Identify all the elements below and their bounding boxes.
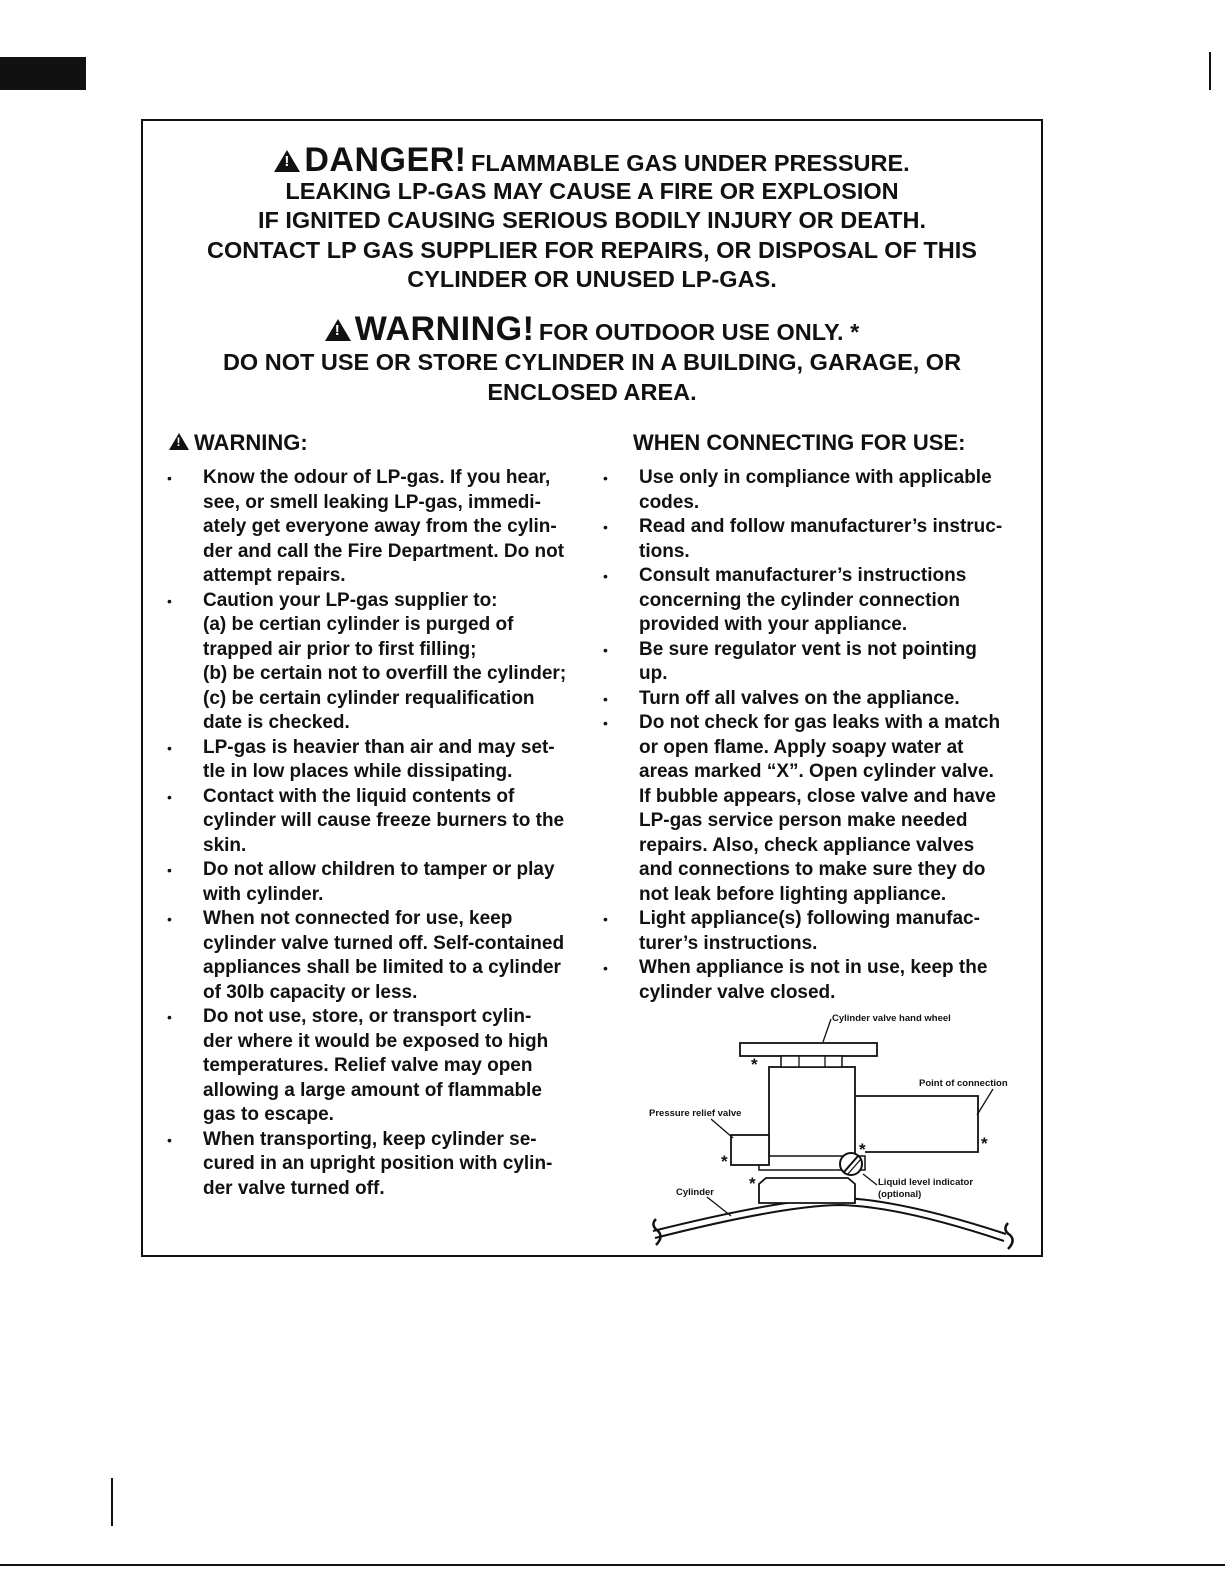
list-item-line: • Light appliance(s) following manufac-	[639, 908, 980, 929]
bottom-rule	[0, 1564, 1225, 1566]
list-item	[167, 858, 566, 907]
list-item-line: allowing a large amount of flammable	[203, 1079, 542, 1101]
list-item-line: • Be sure regulator vent is not pointing	[639, 638, 977, 660]
right-column-heading: WHEN CONNECTING FOR USE:	[633, 430, 966, 455]
list-item-line: • When transporting, keep cylinder se-	[203, 1128, 537, 1150]
list-item	[167, 1005, 566, 1128]
list-item-line: • Do not use, store, or transport cylin-	[203, 1006, 532, 1027]
label-optional: (optional)	[878, 1189, 922, 1200]
label-liquid-level-indicator: Liquid level indicator	[878, 1177, 974, 1188]
list-item	[603, 564, 1002, 638]
danger-word: DANGER!	[304, 141, 467, 179]
list-item-line: concerning the cylinder connection	[639, 589, 960, 611]
list-item-line: codes.	[639, 491, 700, 513]
list-item-line: appliances shall be limited to a cylinder	[203, 957, 561, 978]
list-item-line: (a) be certian cylinder is purged of	[203, 614, 514, 635]
pressure-relief-valve	[731, 1135, 769, 1165]
list-item-line: cured in an upright position with cylin-	[203, 1153, 553, 1174]
list-item-line: • Turn off all valves on the appliance.	[639, 687, 960, 709]
cylinder-break-right	[1005, 1223, 1012, 1249]
label-hand-wheel: Cylinder valve hand wheel	[832, 1013, 951, 1024]
list-item-line: • When appliance is not in use, keep the	[639, 957, 988, 978]
list-item	[167, 589, 566, 736]
warning-word: WARNING!	[354, 310, 535, 348]
main-warning-triangle-icon	[325, 319, 351, 341]
safety-label-panel	[141, 119, 1043, 1257]
cylinder-collar	[759, 1178, 855, 1203]
list-item	[167, 466, 566, 589]
list-item-line: • Do not allow children to tamper or play	[203, 859, 555, 880]
list-item	[603, 466, 1002, 515]
list-item	[603, 956, 1002, 1005]
edge-tick-mark	[1209, 52, 1211, 90]
warning-headline: FOR OUTDOOR USE ONLY. *	[538, 319, 860, 345]
list-item-line: temperatures. Relief valve may open	[203, 1055, 533, 1076]
warning-line-3: ENCLOSED AREA.	[487, 379, 697, 405]
marker-connection: *	[981, 1134, 988, 1153]
list-item-line: (c) be certain cylinder requalification	[203, 687, 535, 709]
danger-line-5: CYLINDER OR UNUSED LP-GAS.	[407, 266, 777, 292]
list-item-line: of 30lb capacity or less.	[203, 981, 418, 1003]
list-item-line: up.	[639, 663, 668, 684]
cylinder-outline-bottom	[655, 1205, 1004, 1241]
page-tab-marker	[0, 57, 86, 90]
danger-headline: FLAMMABLE GAS UNDER PRESSURE.	[470, 150, 910, 176]
list-item-line: der valve turned off.	[203, 1177, 385, 1199]
footer-rule	[111, 1478, 113, 1526]
list-item	[167, 1128, 566, 1202]
list-item-line: • Know the odour of LP-gas. If you hear,	[203, 467, 551, 488]
list-item-line: ately get everyone away from the cylin-	[203, 516, 557, 537]
list-item-line: • Use only in compliance with applicable	[639, 467, 992, 488]
list-item	[167, 907, 566, 1005]
warning-triangle-icon	[169, 433, 189, 450]
list-item	[603, 711, 1002, 907]
list-item-line: LP-gas service person make needed	[639, 810, 968, 831]
list-item-line: trapped air prior to first filling;	[203, 638, 477, 660]
list-item-line: attempt repairs.	[203, 565, 346, 586]
list-item	[603, 638, 1002, 687]
warning-list	[167, 466, 566, 1201]
list-item-line: skin.	[203, 834, 247, 856]
list-item	[167, 736, 566, 785]
list-item-line: der and call the Fire Department. Do not	[203, 540, 565, 562]
label-cylinder: Cylinder	[676, 1187, 715, 1198]
danger-warning-triangle-icon	[274, 150, 300, 172]
list-item-line: tle in low places while dissipating.	[203, 761, 513, 782]
list-item-line: • When not connected for use, keep	[203, 908, 513, 929]
list-item-line: der where it would be exposed to high	[203, 1030, 549, 1052]
list-item-line: and connections to make sure they do	[639, 859, 986, 880]
list-item-line: cylinder will cause freeze burners to the	[203, 810, 565, 831]
list-item-line: not leak before lighting appliance.	[639, 883, 947, 905]
danger-line-2: LEAKING LP-GAS MAY CAUSE A FIRE OR EXPLOSION	[285, 178, 899, 204]
list-item-line: (b) be certain not to overfill the cylinder;	[203, 663, 567, 684]
warning-line-1	[143, 310, 1041, 351]
marker-relief-valve: *	[721, 1152, 728, 1171]
list-item-line: gas to escape.	[203, 1104, 334, 1125]
marker-hand-wheel: *	[751, 1055, 758, 1074]
list-item-line: cylinder valve turned off. Self-contained	[203, 932, 565, 954]
list-item-line: turer’s instructions.	[639, 932, 818, 954]
list-item-line: • Consult manufacturer’s instructions	[639, 565, 967, 586]
list-item	[167, 785, 566, 859]
list-item	[603, 907, 1002, 956]
list-item-line: cylinder valve closed.	[639, 981, 836, 1003]
cylinder-break-left	[653, 1219, 660, 1245]
hand-wheel-stem	[781, 1056, 842, 1067]
list-item	[603, 687, 1002, 712]
label-point-of-connection: Point of connection	[919, 1078, 1008, 1089]
hand-wheel	[740, 1043, 877, 1056]
list-item-line: • Contact with the liquid contents of	[203, 785, 515, 807]
list-item-line: • Read and follow manufacturer’s instruc-	[639, 516, 1003, 537]
list-item-line: repairs. Also, check appliance valves	[639, 834, 975, 856]
list-item-line: tions.	[639, 540, 690, 562]
label-pressure-relief-valve: Pressure relief valve	[649, 1108, 742, 1119]
list-item-line: • Do not check for gas leaks with a match	[639, 712, 1001, 733]
valve-body	[769, 1067, 855, 1165]
list-item-line: • LP-gas is heavier than air and may set-	[203, 736, 555, 758]
list-item-line: • Caution your LP-gas supplier to:	[203, 589, 498, 611]
list-item-line: date is checked.	[203, 712, 350, 733]
danger-line-4: CONTACT LP GAS SUPPLIER FOR REPAIRS, OR DISPOSAL OF THIS	[207, 237, 977, 263]
marker-collar: *	[749, 1174, 756, 1193]
list-item-line: see, or smell leaking LP-gas, immedi-	[203, 491, 541, 513]
list-item-line: If bubble appears, close valve and have	[639, 785, 996, 807]
danger-line-3: IF IGNITED CAUSING SERIOUS BODILY INJURY OR DEATH.	[257, 207, 927, 233]
connection-outlet	[855, 1096, 978, 1152]
warning-line-2: DO NOT USE OR STORE CYLINDER IN A BUILDING, GARAGE, OR	[222, 349, 962, 375]
list-item-line: areas marked “X”. Open cylinder valve.	[639, 761, 994, 782]
list-item-line: or open flame. Apply soapy water at	[639, 736, 964, 758]
marker-indicator: *	[859, 1140, 866, 1159]
cylinder-valve-diagram	[641, 1009, 1041, 1257]
left-column-heading	[169, 429, 308, 457]
left-heading-text: WARNING:	[194, 430, 308, 455]
list-item	[603, 515, 1002, 564]
connecting-list	[603, 466, 1002, 1005]
list-item-line: provided with your appliance.	[639, 614, 908, 635]
list-item-line: with cylinder.	[203, 883, 324, 905]
